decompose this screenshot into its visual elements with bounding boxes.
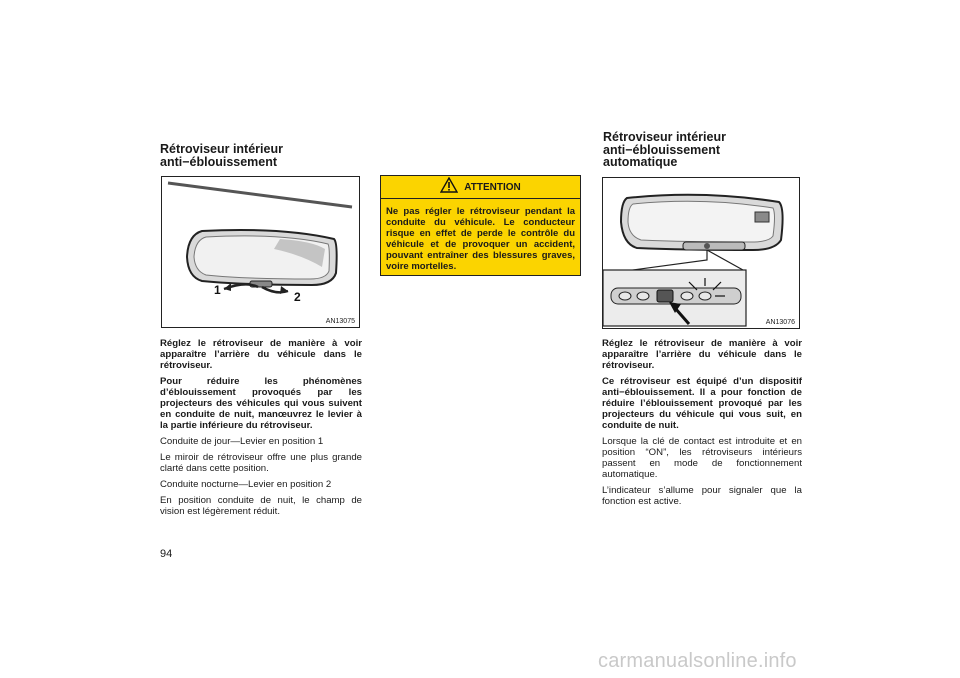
warning-triangle-icon [440,177,458,198]
paragraph: En position conduite de nuit, le champ de vision est légèrement réduit. [160,495,362,517]
right-heading-line-1: Rétroviseur intérieur [603,130,726,144]
left-heading-line-2: anti−éblouissement [160,154,278,169]
left-section-heading [160,143,283,168]
left-heading-line-1: Rétroviseur intérieur [160,142,283,156]
auto-mirror-figure [602,177,800,329]
page-number: 94 [160,548,173,560]
watermark: carmanualsonline.info [598,650,797,672]
paragraph: L’indicateur s’allume pour signaler que la fonction est active. [602,485,802,507]
auto-mirror-illustration [603,178,799,328]
attention-text: Ne pas régler le rétroviseur pendant la conduite du véhicule. Le conducteur risque en effet de perde le contrôle du véhicule et de provoquer un accident, pouvant entraîner des blessures graves, voire mortelles. [386,206,575,272]
manual-mirror-illustration [162,177,359,327]
paragraph: Le miroir de rétroviseur offre une plus grande clarté dans cette position. [160,452,362,474]
lever-position-2-label: 2 [294,290,301,304]
paragraph: Ce rétroviseur est équipé d’un dispositif anti−éblouissement. Il a pour fonction de réduire l’éblouissement provoqué par les projecteurs du véhicule qui vous suit, en conduite de nuit. [602,376,802,431]
left-body-text [160,338,362,522]
figure-code: AN13076 [765,319,795,326]
paragraph: Réglez le rétroviseur de manière à voir apparaître l’arrière du véhicule dans le rétroviseur. [602,338,802,371]
paragraph: Lorsque la clé de contact est introduite et en position “ON”, les rétroviseurs intérieurs passent en mode de fonctionnement automatique. [602,436,802,480]
right-section-heading [603,131,726,169]
figure-code: AN13075 [325,318,355,325]
lever-position-1-label: 1 [214,283,221,297]
attention-header [381,176,580,199]
attention-box [380,175,581,276]
paragraph: Réglez le rétroviseur de manière à voir apparaître l’arrière du véhicule dans le rétroviseur. [160,338,362,371]
right-body-text [602,338,802,512]
right-heading-line-3: automatique [603,155,678,169]
right-heading-line-2: anti−éblouissement [603,142,721,157]
paragraph: Conduite nocturne—Levier en position 2 [160,479,332,490]
paragraph: Pour réduire les phénomènes d’éblouissement provoqués par les projecteurs des véhicules qui vous suivent en conduite de nuit, manœuvrez le levier à la partie inférieure du rétroviseur. [160,376,362,431]
attention-title: ATTENTION [464,181,521,193]
manual-mirror-figure [161,176,360,328]
paragraph: Conduite de jour—Levier en position 1 [160,436,324,447]
